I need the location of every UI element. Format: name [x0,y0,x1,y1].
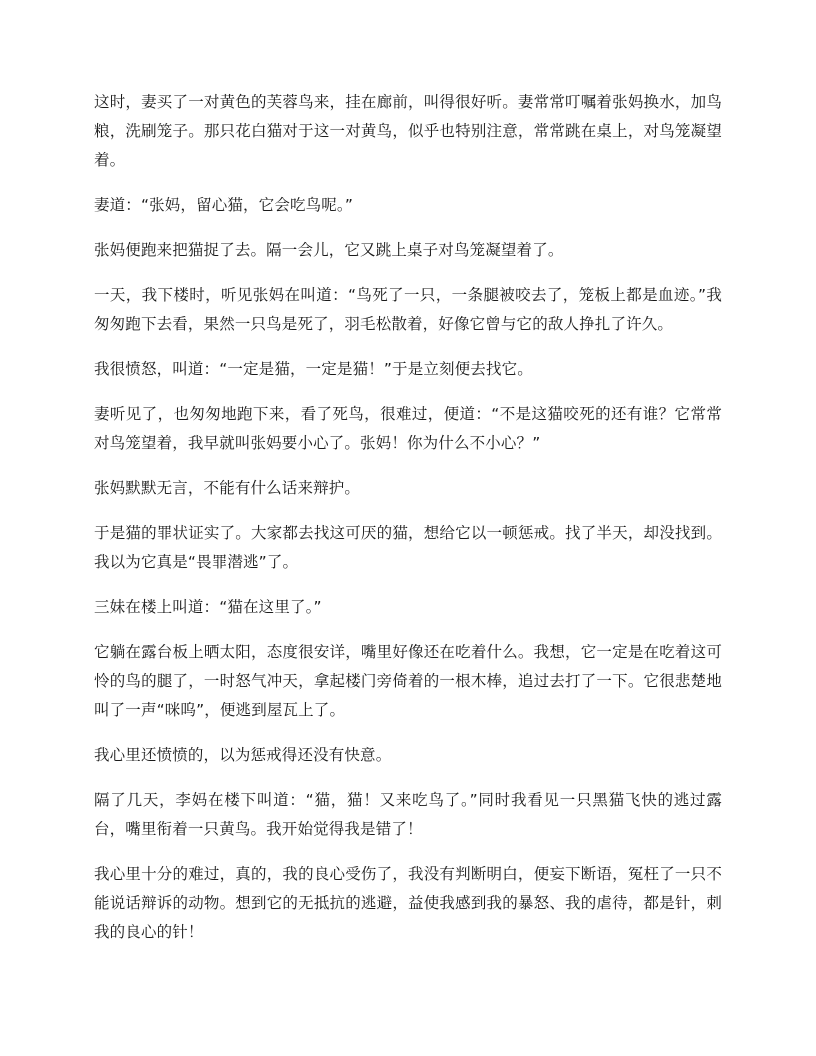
paragraph-5: 我很愤怒，叫道：“一定是猫，一定是猫！”于是立刻便去找它。 [94,360,533,378]
paragraph-13: 我心里十分的难过，真的，我的良心受伤了，我没有判断明白，便妄下断语，冤枉了一只不能说话辩诉的动物。想到它的无抵抗的逃避，益使我感到我的暴怒、我的虐待，都是针，刺我的良心的针！ [94,865,722,941]
paragraph-11: 我心里还愤愤的，以为惩戒得还没有快意。 [94,746,392,764]
paragraph-7: 张妈默默无言，不能有什么话来辩护。 [94,479,361,497]
paragraph-1: 这时，妻买了一对黄色的芙蓉鸟来，挂在廊前，叫得很好听。妻常常叮嘱着张妈换水，加鸟粮，洗刷笼子。那只花白猫对于这一对黄鸟，似乎也特别注意，常常跳在桌上，对鸟笼凝望着。 [94,93,722,169]
paragraph-12: 隔了几天，李妈在楼下叫道：“猫，猫！又来吃鸟了。”同时我看见一只黑猫飞快的逃过露台，嘴里衔着一只黄鸟。我开始觉得我是错了！ [94,791,722,838]
paragraph-6: 妻听见了，也匆匆地跑下来，看了死鸟，很难过，便道：“不是这猫咬死的还有谁？它常常对鸟笼望着，我早就叫张妈要小心了。张妈！你为什么不小心？” [94,405,722,452]
paragraph-2: 妻道：“张妈，留心猫，它会吃鸟呢。” [94,196,354,214]
paragraph-8: 于是猫的罪状证实了。大家都去找这可厌的猫，想给它以一顿惩戒。找了半天，却没找到。我以为它真是“畏罪潜逃”了。 [94,524,722,571]
paragraph-4: 一天，我下楼时，听见张妈在叫道：“鸟死了一只，一条腿被咬去了，笼板上都是血迹。”我匆匆跑下去看，果然一只鸟是死了，羽毛松散着，好像它曾与它的敌人挣扎了许久。 [94,286,722,333]
paragraph-9: 三妹在楼上叫道：“猫在这里了。” [94,598,322,616]
paragraph-10: 它躺在露台板上晒太阳，态度很安详，嘴里好像还在吃着什么。我想，它一定是在吃着这可怜的鸟的腿了，一时怒气冲天，拿起楼门旁倚着的一根木棒，追过去打了一下。它很悲楚地叫了一声“咪呜”，便逃到屋瓦上了。 [94,643,722,719]
paragraph-3: 张妈便跑来把猫捉了去。隔一会儿，它又跳上桌子对鸟笼凝望着了。 [94,241,564,259]
